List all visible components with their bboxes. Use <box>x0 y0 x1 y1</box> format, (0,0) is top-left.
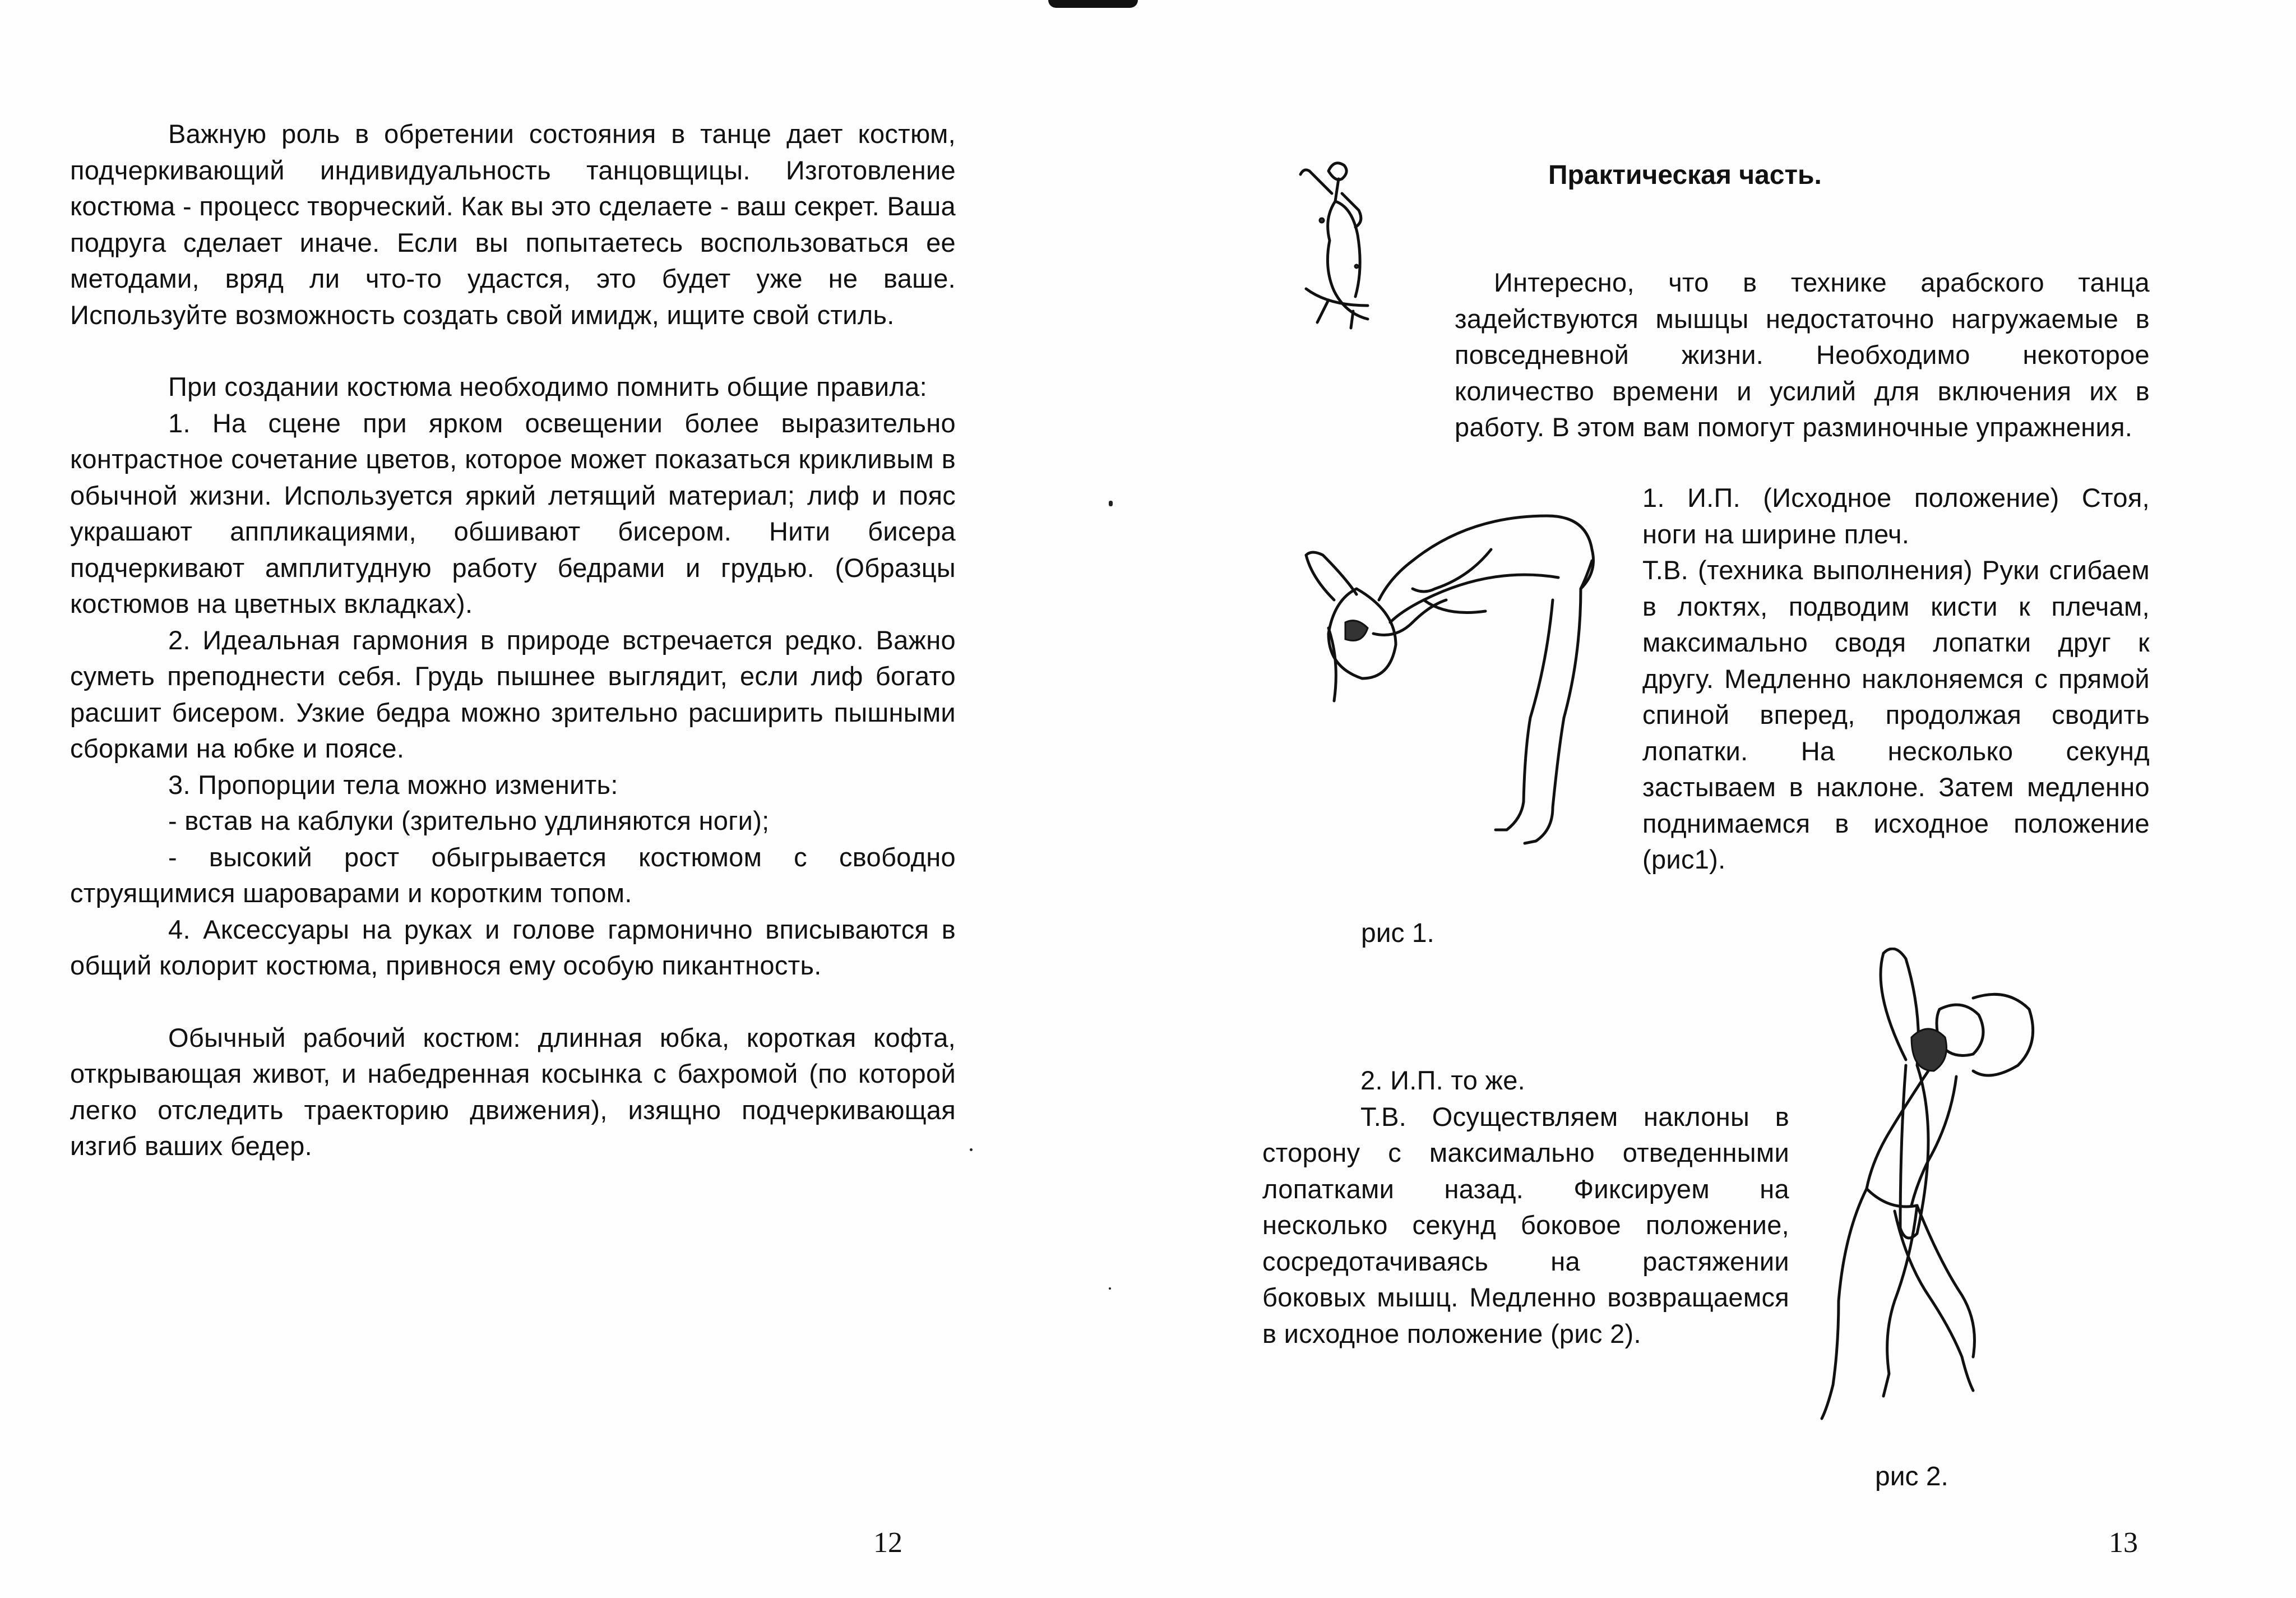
rule-4: 4. Аксессуары на руках и голове гармонично вписываются в общий колорит костюма, привнося ему особую пикантность. <box>70 914 956 980</box>
figure-2-caption: рис 2. <box>1875 1462 1948 1491</box>
exercise-2-text <box>1262 1063 1789 1352</box>
rule-2: 2. Идеальная гармония в природе встречается редко. Важно суметь преподнести себя. Грудь пышнее выглядит, если лиф богато расшит бисером. Узкие бедра можно зрительно расширить пышными сборками на юбке и поясе. <box>70 625 956 763</box>
intro-paragraph-block <box>1261 265 2150 446</box>
figure-2-side-bend-illustration <box>1805 948 2119 1430</box>
rule-3-item-heels: - встав на каблуки (зрительно удлиняются ноги); <box>168 806 770 835</box>
rule-1: 1. На сцене при ярком освещении более выразительно контрастное сочетание цветов, которое может показаться крикливым в обычной жизни. Используется яркий летящий материал; лиф и пояс украшают аппликациями, обшивают бисером. Нити бисера подчеркивают амплитудную работу бедрами и грудью. (Образцы костюмов на цветных вкладках). <box>70 408 956 618</box>
intro-paragraph: Интересно, что в технике арабского танца задействуются мышцы недостаточно нагружаемые в повседневной жизни. Необходимо некоторое количество времени и усилий для включения их в работу. В этом вам помогут разминочные упражнения. <box>1455 267 2150 442</box>
section-title: Практическая часть. <box>1548 160 1822 190</box>
paragraph-work-costume: Обычный рабочий костюм: длинная юбка, короткая кофта, открывающая живот, и набедренная косынка с бахромой (по которой легко отследить траекторию движения), изящно подчеркивающая изгиб ваших бедер. <box>70 1022 956 1161</box>
page-number-right: 13 <box>2109 1527 2138 1559</box>
paragraph-general-rules: При создании костюма необходимо помнить общие правила: <box>168 372 927 401</box>
rule-3: 3. Пропорции тела можно изменить: <box>168 769 618 800</box>
exercise-2-start: 2. И.П. то же. <box>1360 1065 1526 1095</box>
exercise-1-text <box>1642 480 2150 878</box>
figure-1-caption: рис 1. <box>1361 918 1434 948</box>
rule-3-item-height: - высокий рост обыгрывается костюмом с свободно струящимися шароварами и коротким топом. <box>70 842 956 908</box>
paragraph-costume-role: Важную роль в обретении состояния в танце дает костюм, подчеркивающий индивидуальность танцовщицы. Изготовление костюма - процесс творческий. Как вы это сделаете - ваш секрет. Ваша подруга сделает иначе. Если вы попытаетесь воспользоваться ее методами, вряд ли что-то удастся, это будет уже не ваше. Используйте возможность создать свой имидж, ищите свой стиль. <box>70 119 956 330</box>
page-number-left: 12 <box>873 1527 902 1559</box>
figure-1-forward-bend-illustration <box>1289 493 1626 863</box>
exercise-2-technique: Т.В. Осуществляем наклоны в сторону с максимально отведенными лопатками назад. Фиксируем на несколько секунд боковое положение, сосредотачиваясь на растяжении боковых мышц. Медленно возвращаемся в исходное положение (рис 2). <box>1262 1101 1789 1348</box>
exercise-1-start: 1. И.П. (Исходное положение) Стоя, ноги на ширине плеч. <box>1642 483 2150 549</box>
left-text-column <box>70 116 956 1165</box>
exercise-1-technique: Т.В. (техника выполнения) Руки сгибаем в локтях, подводим кисти к плечам, максимально сводя лопатки друг к другу. Медленно наклоняемся с прямой спиной вперед, продолжая сводить лопатки. На несколько секунд застываем в наклоне. Затем медленно поднимаемся в исходное положение (рис1). <box>1642 555 2150 874</box>
